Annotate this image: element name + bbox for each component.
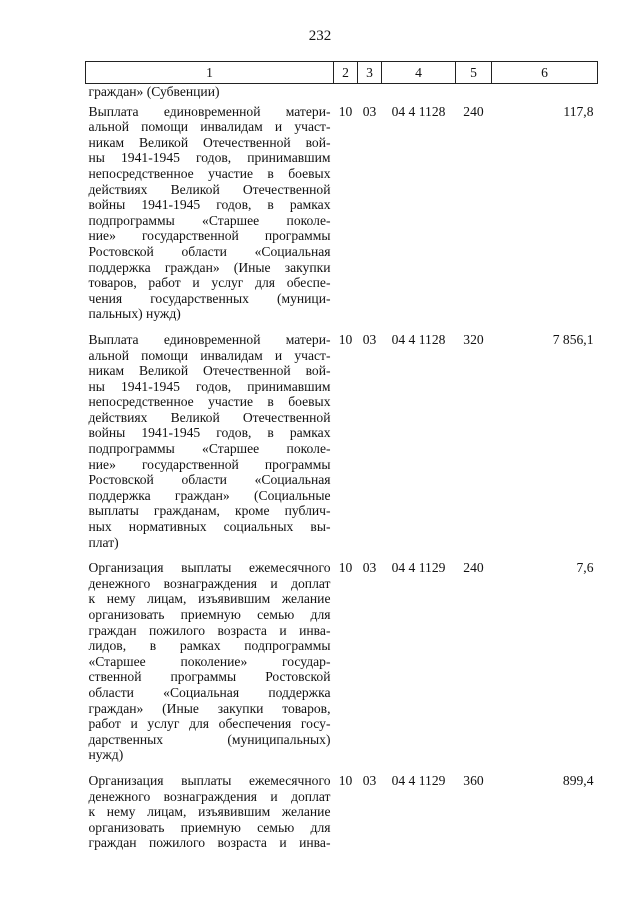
row-csr: 04 4 1129 — [391, 560, 446, 576]
table-row — [86, 773, 598, 861]
table-row — [86, 560, 598, 773]
column-header-3: 3 — [358, 62, 382, 84]
row-amount: 7,6 — [576, 560, 594, 576]
table-row — [86, 104, 598, 332]
row-vr: 240 — [463, 560, 484, 576]
row-description: Выплата единовременной матери- альной помощи инвалидам и участ- никам Великой Отечественной вой- ны 1941-1945 годов, принимавшим непосредственное участие в боевых действиях Великой Отечественной войны 1941-1945 годов, в рамках подпрограммы «Старшее поколе- ние» государственной программы Ростовской области «Социальная поддержка граждан» (Социальные выплаты гражданам, кроме публич- ных нормативных социальных вы- плат) — [88, 331, 331, 550]
column-header-6: 6 — [492, 62, 598, 84]
row-pr: 03 — [362, 103, 377, 119]
page-number: 232 — [308, 28, 332, 44]
row-pr: 03 — [362, 772, 377, 788]
row-vr: 240 — [463, 103, 484, 119]
continuation-text: граждан» (Субвенции) — [88, 84, 220, 99]
row-description: Организация выплаты ежемесячного денежного вознаграждения и доплат к нему лицам, изъявившим желание организовать приемную семью для граждан пожилого возраста и инва- лидов, в рамках подпрограммы «Старшее поколение» государ- ственной программы Ростовской области «Социальная поддержка граждан» (Иные закупки товаров, работ и услуг для обеспечения госу- дарственных (муниципальных) нужд) — [88, 560, 331, 763]
row-rz: 10 — [338, 772, 353, 788]
column-header-2: 2 — [334, 62, 358, 84]
row-csr: 04 4 1128 — [391, 103, 446, 119]
row-csr: 04 4 1129 — [391, 772, 446, 788]
row-pr: 03 — [362, 560, 377, 576]
continuation-row — [86, 84, 598, 104]
row-pr: 03 — [362, 331, 377, 347]
column-header-5: 5 — [456, 62, 492, 84]
row-amount: 7 856,1 — [552, 331, 594, 347]
row-description: Организация выплаты ежемесячного денежного вознаграждения и доплат к нему лицам, изъявившим желание организовать приемную семью для граждан пожилого возраста и инва- — [88, 772, 331, 851]
row-amount: 117,8 — [563, 103, 594, 119]
table-row — [86, 332, 598, 560]
row-csr: 04 4 1128 — [391, 331, 446, 347]
row-rz: 10 — [338, 103, 353, 119]
column-header-1: 1 — [86, 62, 334, 84]
row-rz: 10 — [338, 560, 353, 576]
header-row — [86, 62, 598, 84]
row-rz: 10 — [338, 331, 353, 347]
column-header-4: 4 — [382, 62, 456, 84]
budget-table — [85, 61, 598, 861]
row-amount: 899,4 — [562, 772, 594, 788]
row-description: Выплата единовременной матери- альной помощи инвалидам и участ- никам Великой Отечественной вой- ны 1941-1945 годов, принимавшим непосредственное участие в боевых действиях Великой Отечественной войны 1941-1945 годов, в рамках подпрограммы «Старшее поколе- ние» государственной программы Ростовской области «Социальная поддержка граждан» (Иные закупки товаров, работ и услуг для обеспе- чения государственных (муници- пальных) нужд) — [88, 103, 331, 322]
row-vr: 320 — [463, 331, 484, 347]
row-vr: 360 — [463, 772, 484, 788]
